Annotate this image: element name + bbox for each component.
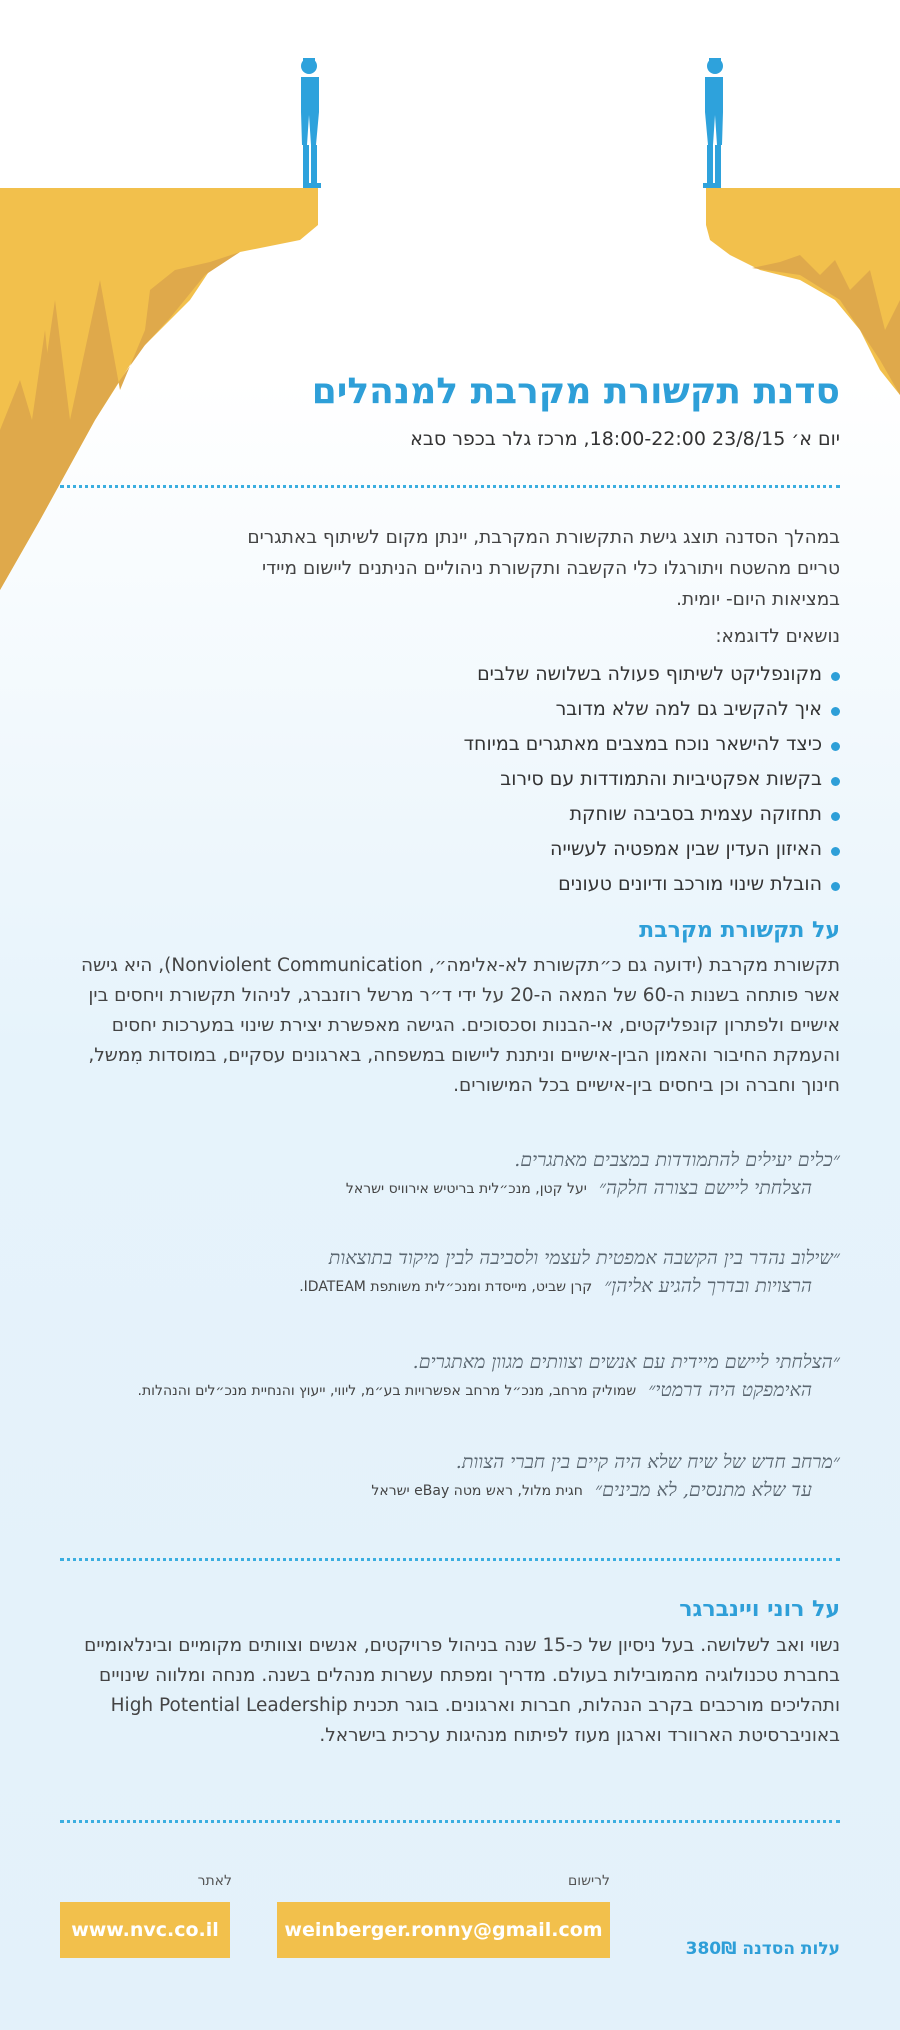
workshop-price: עלות הסדנה 380₪	[685, 1939, 840, 1959]
testimonial	[50, 1241, 840, 1298]
bullet-icon	[831, 812, 840, 821]
dotted-divider	[60, 485, 840, 488]
website-link-button[interactable]: www.nvc.co.il	[60, 1902, 230, 1958]
about-heading: על רוני ויינברגר	[679, 1597, 840, 1622]
topic-label: איך להקשיב גם למה שלא מדובר	[555, 698, 822, 720]
testimonial-line: האימפקט היה דרמטי״	[648, 1379, 812, 1401]
right-person-figure	[703, 58, 723, 188]
list-item	[464, 657, 840, 692]
testimonial-line: עד שלא מתנסים, לא מבינים״	[594, 1479, 812, 1501]
left-person-figure	[301, 58, 321, 188]
dotted-divider	[60, 1558, 840, 1561]
testimonial-author: חגית מלול, ראש מטה eBay ישראל	[371, 1482, 583, 1499]
list-item	[464, 692, 840, 727]
bullet-icon	[831, 672, 840, 681]
topic-label: מקונפליקט לשיתוף פעולה בשלושה שלבים	[477, 663, 822, 685]
about-paragraph: נשוי ואב לשלושה. בעל ניסיון של כ-15 שנה בניהול פרויקטים, אנשים וצוותים מקומיים ובינלאומיים בחברת טכנולוגיה מהמובילות בעולם. מדריך ומפתח עשרות מנהלים בשנה. מנחה ומלווה שינויים ותהליכים מורכבים בקרב הנהלות, חברות וארגונים. בוגר תכנית High Potential Leadership באוניברסיטת הארוורד וארגון מעוז לפיתוח מנהיגות ערכית בישראל.	[84, 1635, 840, 1746]
list-item	[464, 727, 840, 762]
testimonial-line: ״הצלחתי ליישם מיידית עם אנשים וצוותים מגוון מאתגרים.	[412, 1351, 840, 1373]
bullet-icon	[831, 777, 840, 786]
topic-label: הובלת שינוי מורכב ודיונים טעונים	[558, 873, 822, 895]
site-label: לאתר	[197, 1873, 232, 1889]
nvc-heading: על תקשורת מקרבת	[639, 918, 840, 943]
list-item	[464, 762, 840, 797]
bullet-icon	[831, 847, 840, 856]
topic-label: בקשות אפקטיביות והתמודדות עם סירוב	[500, 768, 822, 790]
intro-paragraph: במהלך הסדנה תוצג גישת התקשורת המקרבת, יינתן מקום לשיתוף באתגרים טריים מהשטח ויתורגלו כלי הקשבה ותקשורת ניהוליים הניתנים ליישום מיידי במציאות היום- יומית.	[247, 527, 840, 610]
event-date-location: יום א׳ 23/8/15 18:00-22:00, מרכז גלר בכפר סבא	[410, 428, 840, 450]
testimonial-author: שמוליק מרחב, מנכ״ל מרחב אפשרויות בע״מ, ליווי, ייעוץ והנחיית מנכ״לים והנהלות.	[137, 1382, 637, 1399]
testimonial-line: הצלחתי ליישם בצורה חלקה״	[598, 1177, 812, 1199]
testimonial-line: הרצויות ובדרך להגיע אליהן״	[604, 1275, 812, 1297]
testimonial-line: ״מרחב חדש של שיח שלא היה קיים בין חברי הצוות.	[455, 1451, 840, 1473]
cliffs-illustration	[0, 0, 900, 600]
testimonial-author: יעל קטן, מנכ״לית בריטיש אירוויס ישראל	[345, 1180, 587, 1197]
topic-label: האיזון העדין שבין אמפטיה לעשייה	[550, 838, 822, 860]
topics-title: נושאים לדוגמא:	[715, 626, 840, 647]
register-label: לרישום	[567, 1873, 610, 1889]
testimonial-author: קרן שביט, מייסדת ומנכ״לית משותפת IDATEAM.	[299, 1278, 593, 1295]
register-email-button[interactable]: weinberger.ronny@gmail.com	[277, 1902, 610, 1958]
list-item	[464, 867, 840, 902]
testimonial-line: ״כלים יעילים להתמודדות במצבים מאתגרים.	[514, 1149, 840, 1171]
nvc-paragraph: תקשורת מקרבת (ידועה גם כ״תקשורת לא-אלימה״, Nonviolent Communication), היא גישה אשר פותחה בשנות ה-60 של המאה ה-20 על ידי ד״ר מרשל רוזנברג, לניהול תקשורת ויחסים בין אישיים ולפתרון קונפליקטים, אי-הבנות וסכסוכים. הגישה מאפשרת יצירת שינוי במערכות יחסים והעמקת החיבור והאמון הבין-אישיים וניתנת ליישום במשפחה, בארגונים עסקיים, במוסדות מִמשל, חינוך וחברה וכן ביחסים בין-אישיים בכל המישורים.	[80, 955, 840, 1096]
testimonial-line: ״שילוב נהדר בין הקשבה אמפטית לעצמי ולסביבה לבין מיקוד בתוצאות	[328, 1247, 840, 1269]
bullet-icon	[831, 707, 840, 716]
dotted-divider	[60, 1820, 840, 1823]
list-item	[464, 832, 840, 867]
testimonial	[50, 1445, 840, 1502]
bullet-icon	[831, 882, 840, 891]
topic-label: תחזוקה עצמית בסביבה שוחקת	[569, 803, 822, 825]
topic-label: כיצד להישאר נוכח במצבים מאתגרים במיוחד	[463, 733, 822, 755]
testimonial	[50, 1345, 840, 1402]
list-item	[464, 797, 840, 832]
topics-list	[464, 657, 840, 902]
bullet-icon	[831, 742, 840, 751]
testimonial	[50, 1143, 840, 1200]
page-title: סדנת תקשורת מקרבת למנהלים	[311, 371, 840, 412]
